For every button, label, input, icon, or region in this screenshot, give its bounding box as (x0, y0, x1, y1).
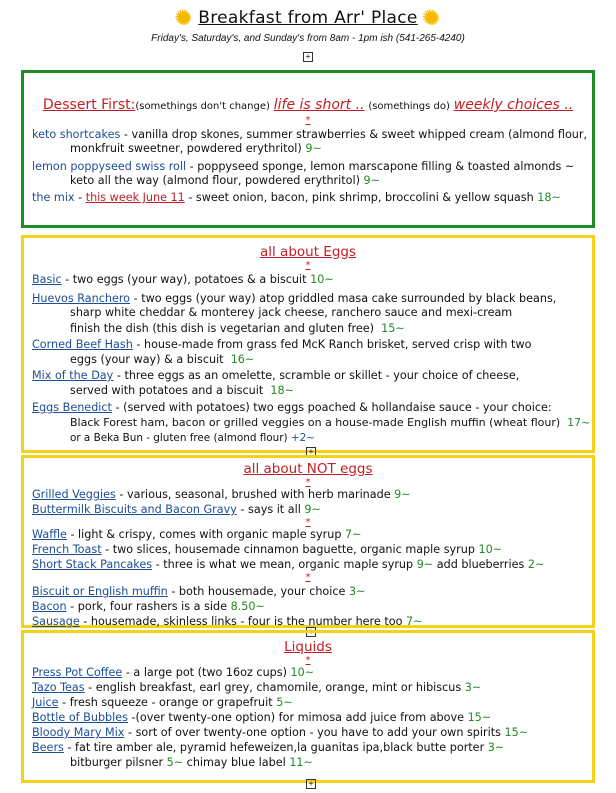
item-sep: - (74, 191, 86, 204)
item-desc: - three eggs as an omelette, scramble or skillet - your choice of cheese, (113, 369, 520, 382)
item-desc: keto all the way (almond flour, powdered erythritol) (70, 174, 360, 187)
item-desc: - vanilla drop skones, summer strawberries & sweet whipped cream (almond flour, (120, 128, 588, 141)
item-price: 9~ (304, 503, 321, 516)
item-link[interactable]: Corned Beef Hash (32, 338, 133, 351)
asterisk-divider: * (305, 517, 311, 528)
menu-item (32, 585, 586, 599)
item-desc: - house-made from grass fed McK Ranch brisket, served crisp with two (132, 338, 532, 351)
expand-icon[interactable]: + (303, 52, 313, 62)
item-price: 18~ (270, 384, 294, 397)
item-desc: monkfruit sweetner, powdered erythritol) (70, 142, 302, 155)
expand-icon[interactable]: + (306, 447, 316, 457)
item-price: 18~ (537, 191, 561, 204)
menu-item-continued (70, 322, 586, 336)
item-price: 2~ (527, 558, 545, 571)
item-price: 3~ (464, 681, 482, 694)
menu-item (32, 741, 586, 755)
menu-item (32, 273, 586, 287)
dessert-note: (somethings do) (368, 101, 450, 112)
sun-icon (422, 8, 442, 28)
item-desc: or a Beka Bun - gluten free (almond flour) (70, 432, 288, 444)
item-link[interactable]: Buttermilk Biscuits and Bacon Gravy (32, 503, 237, 516)
menu-item-continued (70, 416, 591, 430)
menu-item-continued (70, 384, 586, 398)
liquids-section (21, 630, 595, 783)
item-price: 15~ (504, 726, 529, 739)
section-title: all about Eggs (259, 244, 356, 260)
item-desc: - poppyseed sponge, lemon marscapone filling & toasted almonds ~ (186, 160, 575, 173)
item-desc: - two eggs (your way), potatoes & a biscuit (61, 273, 311, 286)
dessert-section (21, 70, 595, 228)
item-link[interactable]: Beers (32, 741, 64, 754)
menu-item (32, 488, 586, 502)
item-price: 9~ (305, 142, 322, 155)
item-price: 5~ (166, 756, 184, 769)
item-link[interactable]: Bloody Mary Mix (32, 726, 125, 739)
menu-item (32, 558, 586, 572)
item-desc: - two slices, housemade cinnamon baguette, organic maple syrup (101, 543, 479, 556)
menu-item (32, 726, 586, 740)
item-link[interactable]: Mix of the Day (32, 369, 114, 382)
item-price: 17~ (567, 416, 591, 429)
item-price: 15~ (467, 711, 492, 724)
item-name: lemon poppyseed swiss roll (32, 160, 187, 173)
menu-item (32, 338, 586, 352)
section-title: all about NOT eggs (243, 461, 373, 477)
asterisk-divider: * (305, 115, 311, 126)
menu-item-continued (70, 756, 586, 770)
item-link[interactable]: Huevos Ranchero (32, 292, 131, 305)
item-name: keto shortcakes (32, 128, 121, 141)
item-desc: - three is what we mean, organic maple syrup (152, 558, 417, 571)
section-title: Liquids (284, 639, 332, 655)
menu-item (32, 292, 586, 306)
menu-item (32, 711, 586, 725)
not-eggs-section (21, 455, 595, 628)
menu-item (32, 696, 586, 710)
dessert-heading (24, 97, 592, 113)
item-price: 10~ (290, 666, 315, 679)
menu-header (0, 8, 616, 63)
menu-item (32, 128, 586, 142)
sun-icon (174, 8, 194, 28)
item-link[interactable]: Grilled Veggies (32, 488, 116, 501)
menu-item (32, 528, 586, 542)
item-desc: finish the dish (this dish is vegetarian and gluten free) (70, 322, 375, 335)
item-link[interactable]: Juice (32, 696, 59, 709)
item-desc: - fat tire amber ale, pyramid hefeweizen,la guanitas ipa,black butte porter (63, 741, 488, 754)
item-link[interactable]: Press Pot Coffee (32, 666, 123, 679)
menu-item (32, 401, 586, 415)
asterisk-divider: * (305, 655, 311, 666)
item-price: 8.50~ (230, 600, 265, 613)
item-desc: - sort of over twenty-one option - you have to add your own spirits (124, 726, 505, 739)
menu-item (32, 600, 586, 614)
item-desc: sharp white cheddar & monterey jack cheese, ranchero sauce and mexi-cream (70, 306, 513, 319)
item-price: 11~ (289, 756, 313, 769)
item-price: 10~ (478, 543, 503, 556)
item-desc: - english breakfast, earl grey, chamomile, orange, mint or hibiscus (84, 681, 465, 694)
item-desc: chimay blue label (183, 756, 290, 769)
item-extra: add blueberries (433, 558, 528, 571)
asterisk-divider: * (305, 572, 311, 583)
menu-item (32, 503, 586, 517)
menu-item (32, 160, 586, 174)
asterisk-divider: * (305, 260, 311, 271)
menu-item-continued (70, 353, 586, 367)
menu-item (32, 543, 586, 557)
item-desc: - (served with potatoes) two eggs poached & hollandaise sauce - your choice: (111, 401, 552, 414)
item-desc: - both housemade, your choice (167, 585, 349, 598)
item-price: 9~ (416, 558, 434, 571)
menu-item (32, 681, 586, 695)
dessert-first-label: Dessert First: (42, 97, 136, 113)
item-desc: bitburger pilsner (70, 756, 167, 769)
item-price: 5~ (276, 696, 293, 709)
item-price: 9~ (363, 174, 381, 187)
item-price: 10~ (310, 273, 334, 286)
page-title: Breakfast from Arr' Place (198, 8, 418, 28)
dessert-note: (somethings don't change) (135, 101, 270, 112)
item-price: 3~ (487, 741, 505, 754)
menu-item (32, 191, 586, 205)
item-desc: - says it all (236, 503, 305, 516)
item-price: 7~ (344, 528, 362, 541)
eggs-section (21, 235, 595, 453)
item-link[interactable]: Biscuit or English muffin (32, 585, 168, 598)
item-link[interactable]: Bacon (32, 600, 67, 613)
item-link[interactable]: Sausage (32, 615, 80, 628)
item-desc: - housemade, skinless links - four is the number here too (79, 615, 406, 628)
item-link[interactable]: Basic (32, 273, 62, 286)
item-desc: - sweet onion, bacon, pink shrimp, broccolini & yellow squash (184, 191, 534, 204)
item-desc: - pork, four rashers is a side (66, 600, 231, 613)
menu-item (32, 369, 586, 383)
item-desc: eggs (your way) & a biscuit (70, 353, 224, 366)
item-name: the mix (32, 191, 75, 204)
menu-item (32, 666, 586, 680)
item-price: 7~ (406, 615, 423, 628)
weekly-link[interactable]: this week June 11 (85, 191, 185, 204)
item-desc: - a large pot (two 16oz cups) (122, 666, 291, 679)
item-link[interactable]: Eggs Benedict (32, 401, 112, 414)
hours-text: Friday's, Saturday's, and Sunday's from 8am - 1pm ish (541-265-4240) (151, 33, 465, 44)
asterisk-divider: * (305, 477, 311, 488)
menu-item-continued (70, 174, 586, 188)
item-desc: -(over twenty-one option) for mimosa add juice from above (127, 711, 468, 724)
item-link[interactable]: Waffle (32, 528, 67, 541)
item-price: 16~ (230, 353, 255, 366)
item-desc: - two eggs (your way) atop griddled masa cake surrounded by black beans, (130, 292, 557, 305)
item-price: 9~ (394, 488, 411, 501)
item-price: 15~ (381, 322, 405, 335)
item-desc: served with potatoes and a biscuit (70, 384, 264, 397)
item-desc: - fresh squeeze - orange or grapefruit (58, 696, 277, 709)
menu-item-continued (70, 431, 586, 445)
item-link[interactable]: Bottle of Bubbles (32, 711, 128, 724)
menu-item-continued (70, 142, 586, 156)
weekly-choices-label: weekly choices .. (453, 97, 574, 113)
item-link[interactable]: Tazo Teas (32, 681, 85, 694)
item-desc: - light & crispy, comes with organic maple syrup (66, 528, 345, 541)
item-link[interactable]: Short Stack Pancakes (32, 558, 153, 571)
expand-icon[interactable]: + (306, 627, 316, 637)
menu-item-continued (70, 306, 586, 320)
item-price: 3~ (348, 585, 366, 598)
item-price: +2~ (290, 432, 315, 444)
item-desc: Black Forest ham, bacon or grilled veggies on a house-made English muffin (wheat flour) (70, 416, 561, 429)
expand-icon[interactable]: + (306, 779, 316, 789)
item-desc: - various, seasonal, brushed with herb marinade (115, 488, 395, 501)
item-link[interactable]: French Toast (32, 543, 102, 556)
life-is-short-label: life is short .. (273, 97, 365, 113)
